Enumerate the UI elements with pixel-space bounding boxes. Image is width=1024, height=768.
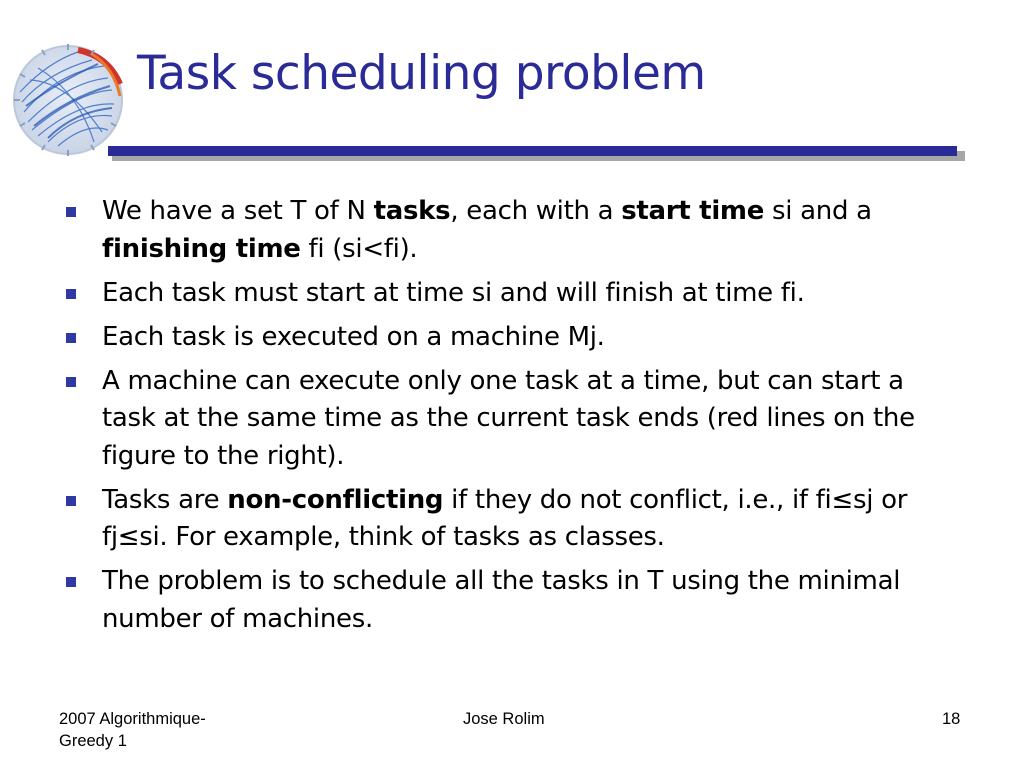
bullet-list xyxy=(62,193,962,645)
bullet-item xyxy=(62,363,962,476)
bullet-emphasis-text: start time xyxy=(621,196,765,226)
bullet-item xyxy=(62,319,962,357)
bullet-text: si and a xyxy=(764,196,872,226)
bullet-square-icon xyxy=(66,496,76,506)
title-rule xyxy=(108,146,957,156)
footer-course: 2007 Algorithmique-Greedy 1 xyxy=(59,710,206,750)
bullet-text: Each task must start at time si and will finish at time fi. xyxy=(102,277,805,308)
bullet-square-icon xyxy=(66,289,76,299)
bullet-text: , each with a xyxy=(450,196,622,226)
bullet-text: fi (si<fi). xyxy=(300,233,418,264)
bullet-emphasis-text: non-conflicting xyxy=(227,484,444,515)
bullet-item xyxy=(62,482,962,557)
bullet-emphasis-text: tasks xyxy=(373,196,451,226)
bullet-text: We have a set T of N xyxy=(102,196,374,226)
bullet-square-icon xyxy=(66,577,76,587)
bullet-text: A machine can execute only one task at a time, but can start a task at the same time as the current task ends (red lines on the figure to the right). xyxy=(102,365,915,471)
bullet-item xyxy=(62,193,962,268)
bullet-text: Each task is executed on a machine Mj. xyxy=(102,321,605,352)
bullet-text: if they do not conflict, i.e., if fi≤sj or fj≤si. For example, think of tasks as classes. xyxy=(102,484,908,552)
bullet-emphasis-text: finishing time xyxy=(102,233,301,264)
bullet-text: Tasks are xyxy=(102,484,228,515)
bullet-square-icon xyxy=(66,207,76,217)
slide-title: Task scheduling problem xyxy=(137,46,706,101)
bullet-square-icon xyxy=(66,333,76,343)
slide-number: 18 xyxy=(942,710,961,728)
footer-author: Jose Rolim xyxy=(463,710,545,728)
bullet-item xyxy=(62,275,962,313)
bullet-square-icon xyxy=(66,377,76,387)
bullet-item xyxy=(62,563,962,638)
bullet-text: The problem is to schedule all the tasks in T using the minimal number of machines. xyxy=(102,566,901,634)
network-globe-logo xyxy=(8,42,128,160)
